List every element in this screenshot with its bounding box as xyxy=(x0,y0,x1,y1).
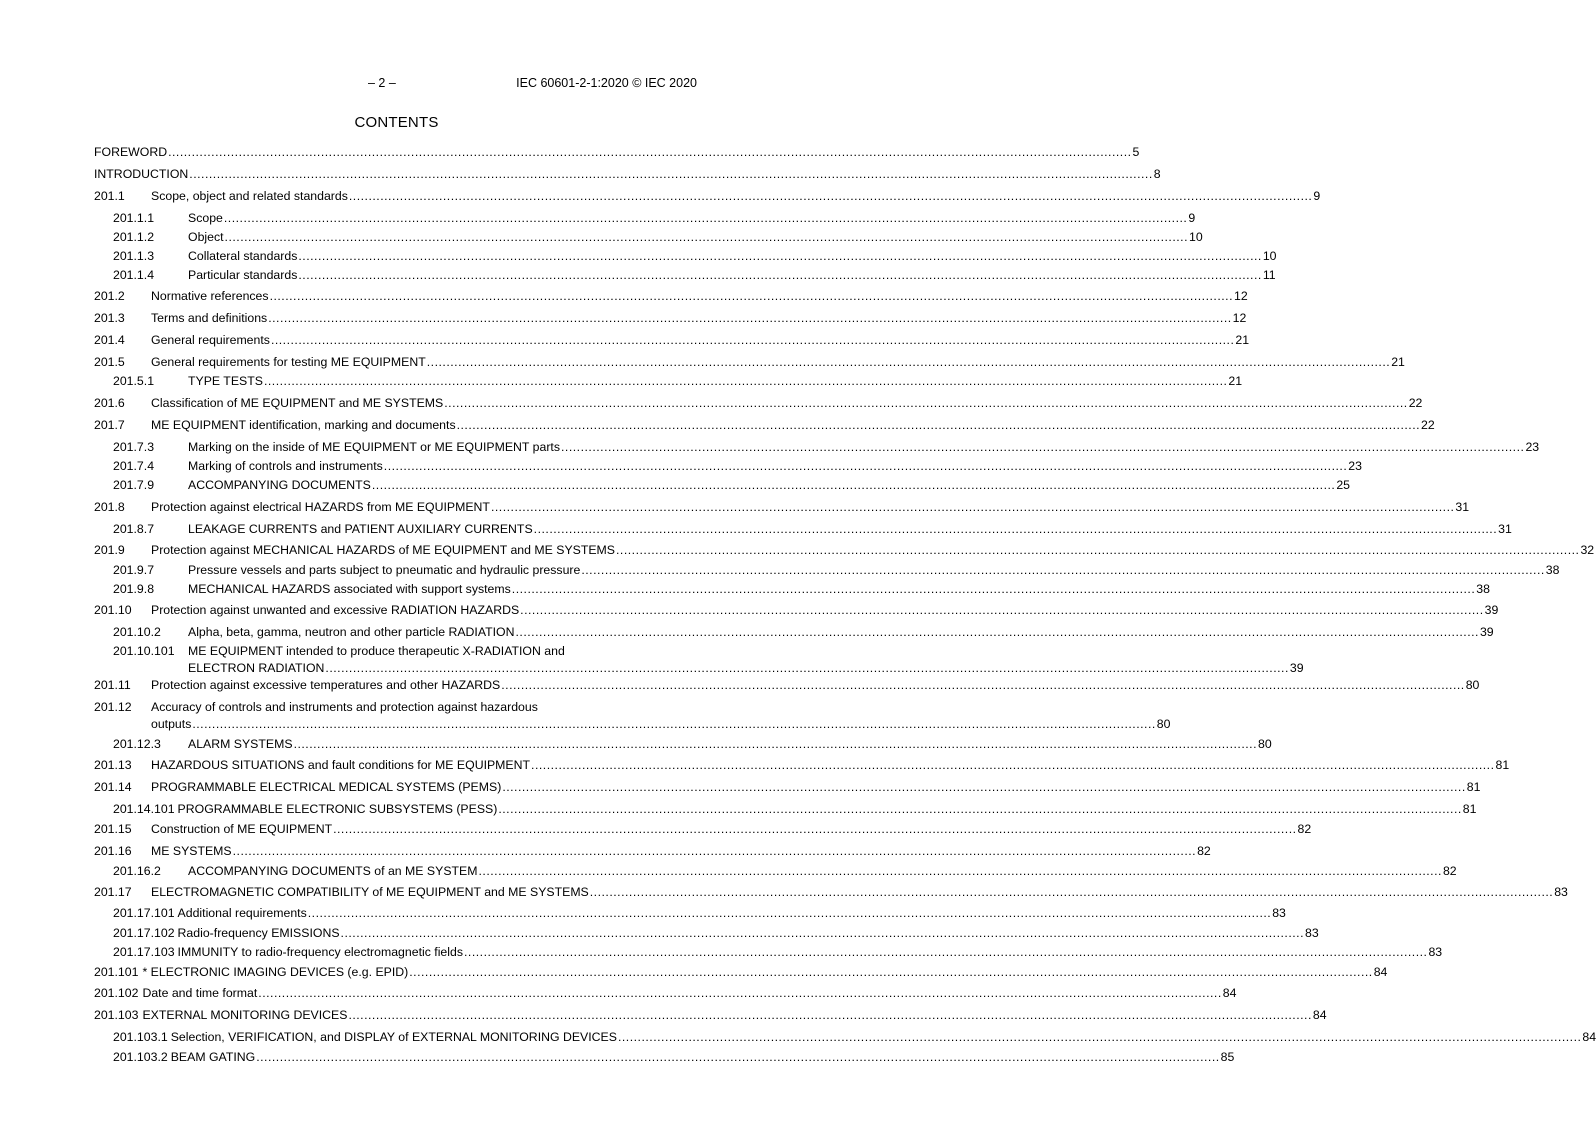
toc-entry-title: Accuracy of controls and instruments and protection against hazardous xyxy=(151,700,538,714)
toc-entry-page: 82 xyxy=(1297,822,1312,836)
leader-dots xyxy=(270,289,1233,304)
toc-entry[interactable] xyxy=(94,678,1480,693)
toc-entry-page: 39 xyxy=(1484,603,1499,617)
toc-entry-title: FOREWORD xyxy=(94,145,168,159)
leader-dots xyxy=(590,885,1553,900)
toc-entry-number: 201.9 xyxy=(94,543,125,557)
toc-entry-title: TYPE TESTS xyxy=(188,374,263,388)
toc-entry[interactable] xyxy=(94,230,1203,245)
toc-entry-title: ME EQUIPMENT identification, marking and documents xyxy=(151,418,456,432)
toc-entry-title: ME EQUIPMENT intended to produce therapeutic X-RADIATION and xyxy=(188,644,565,658)
leader-dots xyxy=(268,311,1231,326)
leader-dots xyxy=(233,844,1196,859)
toc-entry-page: 22 xyxy=(1421,418,1435,432)
toc-entry-number: 201.8.7 xyxy=(113,522,155,536)
toc-entry-page: 84 xyxy=(1312,1008,1327,1022)
toc-entry-title: Particular standards xyxy=(188,268,298,282)
toc-entry-page: 38 xyxy=(1545,563,1560,577)
toc-entry-title: Pressure vessels and parts subject to pneumatic and hydraulic pressure xyxy=(188,563,581,577)
toc-entry-title: Protection against excessive temperatures and other HAZARDS xyxy=(151,678,501,692)
leader-dots xyxy=(168,145,1131,160)
toc-entry[interactable] xyxy=(94,885,1568,900)
toc-entry-page: 21 xyxy=(1235,333,1250,347)
toc-entry-page: 23 xyxy=(1348,459,1362,473)
toc-entry-page: 81 xyxy=(1462,802,1477,816)
toc-entry-page: 84 xyxy=(1373,965,1388,979)
toc-entry-number: 201.12 xyxy=(94,700,132,714)
toc-entry-page: 85 xyxy=(1220,1050,1235,1064)
toc-entry-number: 201.17.103 xyxy=(113,945,175,959)
toc-entry-number: 201.1.2 xyxy=(113,230,155,244)
leader-dots xyxy=(531,758,1494,773)
toc-entry-number: 201.3 xyxy=(94,311,125,325)
toc-entry-page: 82 xyxy=(1442,864,1457,878)
leader-dots xyxy=(512,582,1475,597)
toc-entry-number: 201.103.1 xyxy=(113,1030,168,1044)
toc-entry-page: 10 xyxy=(1189,230,1203,244)
toc-entry-title: Normative references xyxy=(151,289,269,303)
leader-dots xyxy=(516,625,1479,640)
toc-entry[interactable] xyxy=(94,603,1499,618)
toc-entry-number: 201.4 xyxy=(94,333,125,347)
toc-entry[interactable] xyxy=(94,844,1211,859)
toc-entry[interactable] xyxy=(94,758,1510,773)
toc-entry-number: 201.10 xyxy=(94,603,132,617)
toc-entry-title: Scope xyxy=(188,211,223,225)
toc-entry-title: LEAKAGE CURRENTS and PATIENT AUXILIARY CURRENTS xyxy=(188,522,533,536)
toc-entry[interactable] xyxy=(94,644,1304,676)
leader-dots xyxy=(192,717,1155,732)
leader-dots xyxy=(349,189,1312,204)
toc-entry-page: 81 xyxy=(1466,780,1481,794)
standard-reference: IEC 60601-2-1:2020 © IEC 2020 xyxy=(516,76,697,90)
leader-dots xyxy=(444,396,1407,411)
leader-dots xyxy=(457,418,1420,433)
leader-dots xyxy=(341,926,1304,941)
leader-dots xyxy=(384,459,1347,474)
leader-dots xyxy=(271,333,1234,348)
toc-entry-number: 201.6 xyxy=(94,396,125,410)
toc-entry-number: 201.14.101 xyxy=(113,802,175,816)
toc-entry-number: 201.1 xyxy=(94,189,125,203)
toc-entry-number: 201.7.3 xyxy=(113,440,155,454)
toc-entry[interactable] xyxy=(94,780,1481,795)
toc-entry[interactable] xyxy=(94,500,1470,515)
toc-entry-page: 84 xyxy=(1582,1030,1596,1044)
leader-dots xyxy=(298,249,1261,264)
toc-entry-title: Classification of ME EQUIPMENT and ME SYSTEMS xyxy=(151,396,444,410)
toc-entry-title: Additional requirements xyxy=(177,906,307,920)
toc-entry-number: 201.11 xyxy=(94,678,131,692)
toc-entry-title: MECHANICAL HAZARDS associated with support systems xyxy=(188,582,511,596)
toc-entry-page: 83 xyxy=(1428,945,1443,959)
leader-dots xyxy=(333,822,1296,837)
toc-entry-number: 201.101 xyxy=(94,965,139,979)
toc-entry-page: 25 xyxy=(1336,478,1351,492)
toc-entry-title: ACCOMPANYING DOCUMENTS of an ME SYSTEM xyxy=(188,864,478,878)
toc-entry-page: 5 xyxy=(1132,145,1140,159)
toc-entry[interactable] xyxy=(94,374,1243,389)
toc-entry-number: 201.16 xyxy=(94,844,132,858)
toc-entry[interactable] xyxy=(94,700,1171,732)
toc-entry-page: 38 xyxy=(1476,582,1490,596)
toc-entry-page: 80 xyxy=(1258,737,1272,751)
toc-entry-title: Protection against MECHANICAL HAZARDS of ME EQUIPMENT and ME SYSTEMS xyxy=(151,543,616,557)
toc-entry-number: 201.7 xyxy=(94,418,125,432)
leader-dots xyxy=(325,661,1288,676)
leader-dots xyxy=(427,355,1390,370)
toc-entry-title-continued: outputs xyxy=(151,717,192,731)
toc-entry-title: ELECTROMAGNETIC COMPATIBILITY of ME EQUIPMENT and ME SYSTEMS xyxy=(151,885,589,899)
toc-entry[interactable] xyxy=(94,396,1423,411)
toc-entry-title: Protection against unwanted and excessive RADIATION HAZARDS xyxy=(151,603,520,617)
toc-entry-title: Collateral standards xyxy=(188,249,298,263)
toc-entry-page: 23 xyxy=(1525,440,1540,454)
page-number: – 2 – xyxy=(368,76,396,90)
toc-entry-number: 201.7.9 xyxy=(113,478,155,492)
toc-entry[interactable] xyxy=(94,189,1321,204)
page-header xyxy=(0,76,793,92)
toc-entry-title: General requirements for testing ME EQUIPMENT xyxy=(151,355,426,369)
toc-entry[interactable] xyxy=(94,459,1362,474)
toc-entry-title: BEAM GATING xyxy=(170,1050,256,1064)
toc-entry-title: Selection, VERIFICATION, and DISPLAY of EXTERNAL MONITORING DEVICES xyxy=(170,1030,617,1044)
toc-entry[interactable] xyxy=(94,1050,1235,1065)
toc-entry-page: 12 xyxy=(1234,289,1248,303)
toc-entry-number: 201.15 xyxy=(94,822,132,836)
toc-entry-title: Protection against electrical HAZARDS from ME EQUIPMENT xyxy=(151,500,490,514)
toc-entry-title: ME SYSTEMS xyxy=(151,844,232,858)
toc-entry-number: 201.14 xyxy=(94,780,132,794)
leader-dots xyxy=(581,563,1544,578)
leader-dots xyxy=(348,1008,1311,1023)
toc-entry-number: 201.9.7 xyxy=(113,563,155,577)
leader-dots xyxy=(498,802,1461,817)
toc-entry-title: General requirements xyxy=(151,333,270,347)
toc-entry-title: EXTERNAL MONITORING DEVICES xyxy=(142,1008,348,1022)
leader-dots xyxy=(491,500,1454,515)
toc-entry-number: 201.103.2 xyxy=(113,1050,168,1064)
toc-entry-number: 201.16.2 xyxy=(113,864,161,878)
toc-entry-number: 201.103 xyxy=(94,1008,139,1022)
leader-dots xyxy=(616,543,1579,558)
toc-entry-page: 22 xyxy=(1408,396,1423,410)
toc-entry-title: Radio-frequency EMISSIONS xyxy=(177,926,340,940)
leader-dots xyxy=(224,211,1187,226)
toc-entry-title: * ELECTRONIC IMAGING DEVICES (e.g. EPID) xyxy=(142,965,409,979)
toc-entry-number: 201.9.8 xyxy=(113,582,155,596)
toc-entry-title: INTRODUCTION xyxy=(94,167,189,181)
leader-dots xyxy=(225,230,1188,245)
toc-entry[interactable] xyxy=(94,543,1595,558)
toc-entry-number: 201.5 xyxy=(94,355,125,369)
leader-dots xyxy=(264,374,1227,389)
toc-entry[interactable] xyxy=(94,926,1319,941)
toc-entry-title: Alpha, beta, gamma, neutron and other particle RADIATION xyxy=(188,625,515,639)
toc-entry-title: ACCOMPANYING DOCUMENTS xyxy=(188,478,371,492)
toc-entry-page: 21 xyxy=(1228,374,1243,388)
toc-entry-title: Date and time format xyxy=(142,986,258,1000)
toc-entry-page: 8 xyxy=(1153,167,1161,181)
toc-entry-page: 82 xyxy=(1197,844,1211,858)
toc-entry-title-continued: ELECTRON RADIATION xyxy=(188,661,325,675)
toc-entry[interactable] xyxy=(94,582,1490,597)
toc-entry-number: 201.17 xyxy=(94,885,132,899)
toc-entry-title: Marking of controls and instruments xyxy=(188,459,383,473)
toc-entry-page: 9 xyxy=(1313,189,1321,203)
leader-dots xyxy=(464,945,1427,960)
toc-entry-page: 10 xyxy=(1262,249,1277,263)
toc-entry-number: 201.12.3 xyxy=(113,737,161,751)
toc-entry[interactable] xyxy=(94,167,1161,182)
toc-entry-page: 81 xyxy=(1495,758,1510,772)
toc-entry[interactable] xyxy=(94,563,1560,578)
toc-entry-page: 80 xyxy=(1156,717,1171,731)
toc-entry[interactable] xyxy=(94,440,1540,455)
leader-dots xyxy=(478,864,1441,879)
toc-entry-page: 31 xyxy=(1455,500,1470,514)
toc-entry-title: Marking on the inside of ME EQUIPMENT or ME EQUIPMENT parts xyxy=(188,440,560,454)
toc-entry-number: 201.13 xyxy=(94,758,132,772)
toc-entry[interactable] xyxy=(94,625,1494,640)
toc-entry-page: 83 xyxy=(1304,926,1319,940)
page-title: CONTENTS xyxy=(354,114,439,131)
toc-entry-number: 201.10.101 xyxy=(113,644,175,658)
toc-entry-page: 31 xyxy=(1498,522,1512,536)
toc-entry[interactable] xyxy=(94,906,1286,921)
toc-entry[interactable] xyxy=(94,478,1351,493)
toc-entry-page: 11 xyxy=(1262,268,1276,282)
toc-entry-title: PROGRAMMABLE ELECTRONIC SUBSYSTEMS (PESS) xyxy=(177,802,498,816)
toc-entry-page: 80 xyxy=(1465,678,1480,692)
toc-entry[interactable] xyxy=(94,822,1312,837)
toc-entry[interactable] xyxy=(94,355,1405,370)
toc-entry-title: ALARM SYSTEMS xyxy=(188,737,293,751)
toc-entry-page: 32 xyxy=(1580,543,1595,557)
toc-entry-page: 83 xyxy=(1554,885,1568,899)
toc-entry[interactable] xyxy=(94,986,1237,1001)
leader-dots xyxy=(501,678,1464,693)
toc-entry[interactable] xyxy=(94,289,1248,304)
toc-entry-page: 84 xyxy=(1222,986,1237,1000)
toc-entry-number: 201.1.4 xyxy=(113,268,155,282)
toc-entry-page: 21 xyxy=(1391,355,1405,369)
toc-entry-number: 201.102 xyxy=(94,986,139,1000)
toc-entry-page: 9 xyxy=(1188,211,1196,225)
leader-dots xyxy=(618,1030,1581,1045)
toc-entry[interactable] xyxy=(94,965,1388,980)
toc-entry[interactable] xyxy=(94,864,1457,879)
leader-dots xyxy=(294,737,1257,752)
leader-dots xyxy=(298,268,1261,283)
toc-entry[interactable] xyxy=(94,268,1276,283)
toc-entry[interactable] xyxy=(94,1030,1596,1045)
toc-entry-title: Object xyxy=(188,230,224,244)
toc-entry[interactable] xyxy=(94,418,1435,433)
toc-entry-title: Construction of ME EQUIPMENT xyxy=(151,822,333,836)
toc-entry-number: 201.8 xyxy=(94,500,125,514)
toc-entry[interactable] xyxy=(94,945,1443,960)
toc-entry-title: PROGRAMMABLE ELECTRICAL MEDICAL SYSTEMS (PEMS) xyxy=(151,780,502,794)
leader-dots xyxy=(258,986,1221,1001)
leader-dots xyxy=(409,965,1372,980)
toc-entry-number: 201.5.1 xyxy=(113,374,155,388)
toc-entry-title: IMMUNITY to radio-frequency electromagnetic fields xyxy=(177,945,463,959)
toc-entry[interactable] xyxy=(94,802,1477,817)
leader-dots xyxy=(189,167,1152,182)
toc-entry[interactable] xyxy=(94,145,1140,160)
toc-entry-number: 201.1.3 xyxy=(113,249,155,263)
leader-dots xyxy=(502,780,1465,795)
leader-dots xyxy=(520,603,1483,618)
leader-dots xyxy=(372,478,1335,493)
toc-entry-number: 201.10.2 xyxy=(113,625,161,639)
toc-entry-number: 201.17.102 xyxy=(113,926,175,940)
toc-entry-page: 39 xyxy=(1289,661,1304,675)
toc-entry[interactable] xyxy=(94,333,1250,348)
toc-entry-number: 201.7.4 xyxy=(113,459,155,473)
toc-entry-page: 83 xyxy=(1272,906,1286,920)
toc-entry[interactable] xyxy=(94,211,1196,226)
toc-entry-page: 12 xyxy=(1232,311,1247,325)
toc-entry[interactable] xyxy=(94,249,1277,264)
toc-entry[interactable] xyxy=(94,737,1272,752)
toc-entry[interactable] xyxy=(94,522,1512,537)
toc-entry-title: HAZARDOUS SITUATIONS and fault conditions for ME EQUIPMENT xyxy=(151,758,531,772)
toc-entry-title: Scope, object and related standards xyxy=(151,189,348,203)
leader-dots xyxy=(256,1050,1219,1065)
leader-dots xyxy=(561,440,1524,455)
toc-entry[interactable] xyxy=(94,311,1247,326)
toc-entry-title: Terms and definitions xyxy=(151,311,268,325)
toc-entry-number: 201.1.1 xyxy=(113,211,155,225)
leader-dots xyxy=(534,522,1497,537)
toc-entry-number: 201.2 xyxy=(94,289,125,303)
toc-entry-page: 39 xyxy=(1479,625,1494,639)
toc-entry[interactable] xyxy=(94,1008,1327,1023)
leader-dots xyxy=(308,906,1271,921)
toc-entry-number: 201.17.101 xyxy=(113,906,175,920)
